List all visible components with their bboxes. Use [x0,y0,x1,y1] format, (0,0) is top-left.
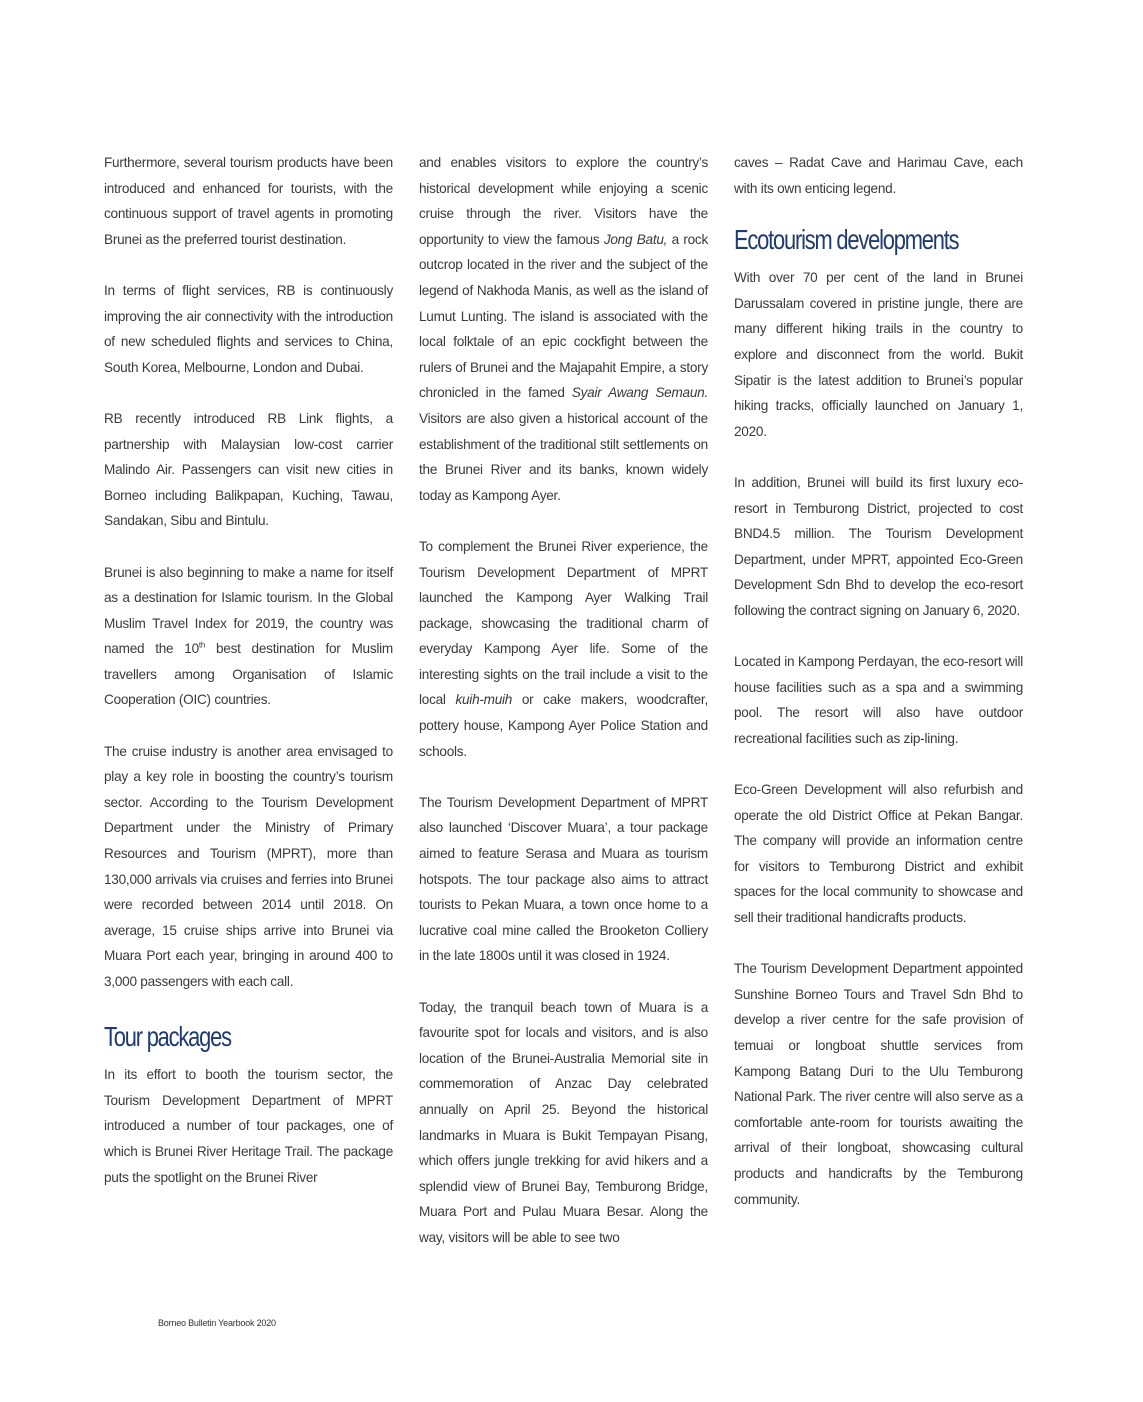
heading-tour-packages: Tour packages [104,1021,231,1053]
superscript-th: th [198,640,206,650]
text-segment: Visitors are also given a historical account of the establishment of the traditional stilt settlements on the Brunei River and its banks, known widely today as Kampong Ayer. [419,410,708,503]
text-segment: best destination for Muslim travellers among Organisation of Islamic Cooperation (OIC) countries. [104,641,394,708]
paragraph-muara-beach: Today, the tranquil beach town of Muara is a favourite spot for locals and visitors, and is also location of the Brunei-Australia Memorial site in commemoration of Anzac Day celebrated annually on April 25. Beyond the historical landmarks in Muara is Bukit Tempayan Pisang, which offers jungle trekking for avid hikers and a splendid view of Brunei Bay, Temburong Bridge, Muara Port and Pulau Muara Besar. Along the way, visitors will be able to see two [419,999,708,1245]
paragraph-caves: caves – Radat Cave and Harimau Cave, each with its own enticing legend. [734,155,1023,196]
text-segment: and enables visitors to explore the country’s historical development while enjoying a scenic cruise through the river. Visitors have the opportunity to view the famous [419,155,708,247]
paragraph-hiking-trails: With over 70 per cent of the land in Brunei Darussalam covered in pristine jungle, there are many different hiking trails in the country to explore and disconnect from the world. Bukit Sipatir is the latest addition to Brunei’s popular hiking tracks, officially launched on January 1, 2020. [734,270,1023,439]
paragraph-discover-muara: The Tourism Development Department of MPRT also launched ‘Discover Muara’, a tour package aimed to feature Serasa and Muara as tourism hotspots. The tour package also aims to attract tourists to Pekan Muara, a town once home to a lucrative coal mine called the Brooketon Colliery in the late 1800s until it was closed in 1924. [419,794,708,964]
paragraph-rb-link: RB recently introduced RB Link flights, a partnership with Malaysian low-cost carrier Malindo Air. Passengers can visit new cities in Borneo including Balikpapan, Kuching, Tawau, Sandakan, Sibu and Bintulu. [104,410,393,529]
column-1 [104,150,393,1190]
italic-syair-awang-semaun: Syair Awang Semaun. [571,385,709,401]
italic-kuih-muih: kuih-muih [455,692,513,708]
paragraph-brunei-river [419,150,708,508]
column-2 [419,150,708,1251]
text-segment: Brunei is also beginning to make a name for itself as a destination for Islamic tourism. In the Global Muslim Travel Index for 2019, the country was named the 10 [104,564,393,657]
paragraph-kampong-perdayan: Located in Kampong Perdayan, the eco-resort will house facilities such as a spa and a swimming pool. The resort will also have outdoor recreational facilities such as zip-lining. [734,654,1023,746]
text-segment: To complement the Brunei River experience, the Tourism Development Department of MPRT launched the Kampong Ayer Walking Trail package, showcasing the traditional charm of everyday Kampong Ayer life. Some of the interesting sights on the trail include a visit to the local [419,538,708,708]
heading-ecotourism: Ecotourism developments [734,224,959,256]
italic-jong-batu: Jong Batu, [603,231,668,247]
paragraph-tour-packages: In its effort to booth the tourism sector, the Tourism Development Department of MPRT introduced a number of tour packages, one of which is Brunei River Heritage Trail. The package puts the spotlight on the Brunei River [104,1067,393,1185]
paragraph-eco-resort: In addition, Brunei will build its first luxury eco-resort in Temburong District, projected to cost BND4.5 million. The Tourism Development Department, under MPRT, appointed Eco-Green Development Sdn Bhd to develop the eco-resort following the contract signing on January 6, 2020. [734,474,1023,618]
text-segment: a rock outcrop located in the river and the subject of the legend of Nakhoda Manis, as well as the island of Lumut Lunting. The island is associated with the local folktale of an epic cockfight between the rulers of Brunei and the Majapahit Empire, a story chronicled in the famed [419,231,709,401]
paragraph-river-centre: The Tourism Development Department appointed Sunshine Borneo Tours and Travel Sdn Bhd to develop a river centre for the safe provision of temuai or longboat shuttle services from Kampong Batang Duri to the Ulu Temburong National Park. The river centre will also serve as a comfortable ante-room for tourists awaiting the arrival of their longboat, showcasing cultural products and handicrafts by the Temburong community. [734,961,1023,1207]
paragraph-district-office: Eco-Green Development will also refurbish and operate the old District Office at Pekan Bangar. The company will provide an information centre for visitors to Temburong District and exhibit spaces for the local community to showcase and sell their traditional handicrafts products. [734,782,1023,926]
column-3 [734,150,1023,1212]
text-segment: or cake makers, woodcrafter, pottery house, Kampong Ayer Police Station and schools. [419,692,708,759]
footer-publication: Borneo Bulletin Yearbook 2020 [158,1318,276,1328]
paragraph-flight-services: In terms of flight services, RB is continuously improving the air connectivity with the introduction of new scheduled flights and services to China, South Korea, Melbourne, London and Dubai. [104,282,393,375]
paragraph-islamic-tourism [104,560,393,714]
paragraph-tourism-products: Furthermore, several tourism products have been introduced and enhanced for tourists, with the continuous support of travel agents in promoting Brunei as the preferred tourist destination. [104,155,393,247]
paragraph-cruise-industry: The cruise industry is another area envisaged to play a key role in boosting the country’s tourism sector. According to the Tourism Development Department under the Ministry of Primary Resources and Tourism (MPRT), more than 130,000 arrivals via cruises and ferries into Brunei were recorded between 2014 until 2018. On average, 15 cruise ships arrive into Brunei via Muara Port each year, bringing in around 400 to 3,000 passengers with each call. [104,743,393,989]
paragraph-kampong-ayer-trail [419,534,708,764]
